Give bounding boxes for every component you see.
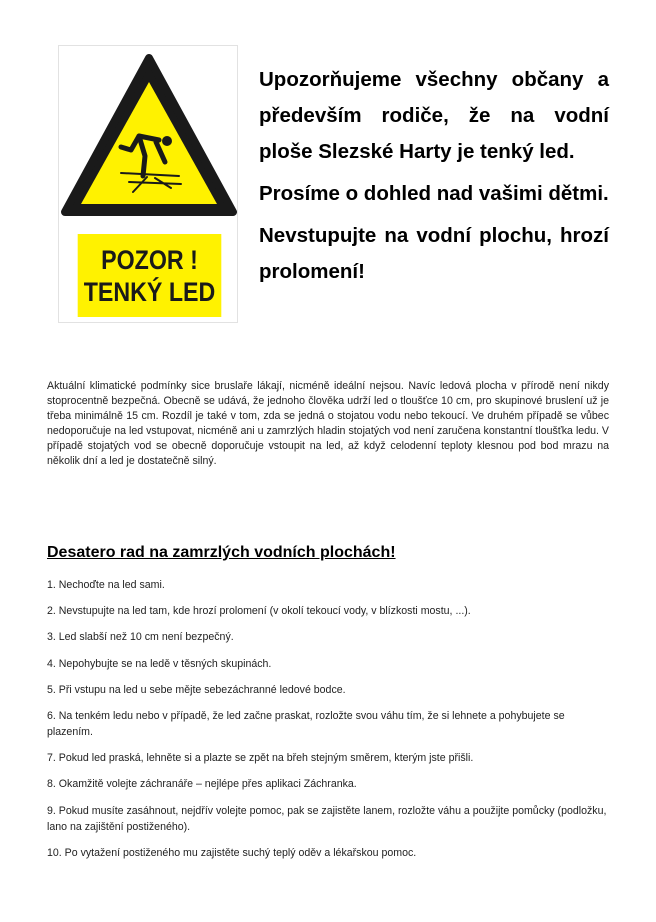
sign-line-2: TENKÝ LED [83, 276, 216, 307]
rule-item: 3. Led slabší než 10 cm není bezpečný. [47, 631, 234, 644]
rules-title: Desatero rad na zamrzlých vodních plochách! [47, 544, 396, 561]
rule-item: 2. Nevstupujte na led tam, kde hrozí prolomení (v okolí tekoucí vody, v blízkosti mostu, ...). [47, 605, 471, 618]
rule-item: 5. Při vstupu na led u sebe mějte sebezáchranné ledové bodce. [47, 683, 346, 696]
headline-do-not-enter: Nevstupujte na vodní plochu, hrozí prolomení! [259, 224, 609, 283]
rule-item: 7. Pokud led praská, lehněte si a plazte se zpět na břeh stejným směrem, kterým jste přišli. [47, 752, 474, 765]
headline-notice [259, 62, 609, 296]
sign-plate [78, 234, 222, 317]
intro-paragraph: Aktuální klimatické podmínky sice bruslaře lákají, nicméně ideální nejsou. Navíc ledová plocha v přírodě není nikdy stoprocentně bezpečná. Obecně se udává, že jednoho člověka udrží led o tloušťce 10 cm, pro skupinové bruslení už je třeba minimálně 15 cm. Rozdíl je také v tom, zda se jedná o stojatou vodu nebo tekoucí. Ve druhém případě se vůbec nedoporučuje na led vstupovat, nicméně ani u zamrzlých hladin stojatých vod není zaručena konstantní tloušťka ledu. V případě stojatých vod se obecně doporučuje vstoupit na led, až když celodenní teploty klesnou pod bod mrazu na několik dní a led je dostatečně silný. [47, 380, 609, 467]
rule-item: 1. Nechoďte na led sami. [47, 579, 165, 591]
rule-item: 9. Pokud musíte zasáhnout, nejdřív volejte pomoc, pak se zajistěte lanem, rozložte váhu a použijte pomůcky (podložku, lano na zajištění postiženého). [47, 804, 607, 833]
rule-item: 10. Po vytažení postiženého mu zajistěte suchý teplý oděv a lékařskou pomoc. [47, 846, 417, 859]
headline-supervision: Prosíme o dohled nad vašimi dětmi. [259, 182, 609, 205]
rule-item: 8. Okamžitě volejte záchranáře – nejlépe přes aplikaci Záchranka. [47, 778, 357, 791]
rule-item: 6. Na tenkém ledu nebo v případě, že led začne praskat, rozložte svou váhu tím, že si lehnete a pohybujete se plazením. [47, 709, 565, 738]
sign-line-1: POZOR ! [101, 244, 198, 275]
rule-item: 4. Nepohybujte se na ledě v těsných skupinách. [47, 657, 272, 670]
headline-warning: Upozorňujeme všechny občany a především rodiče, že na vodní ploše Slezské Harty je tenký led. [259, 68, 609, 163]
thin-ice-warning-sign [58, 45, 238, 323]
rules-list [47, 577, 607, 871]
